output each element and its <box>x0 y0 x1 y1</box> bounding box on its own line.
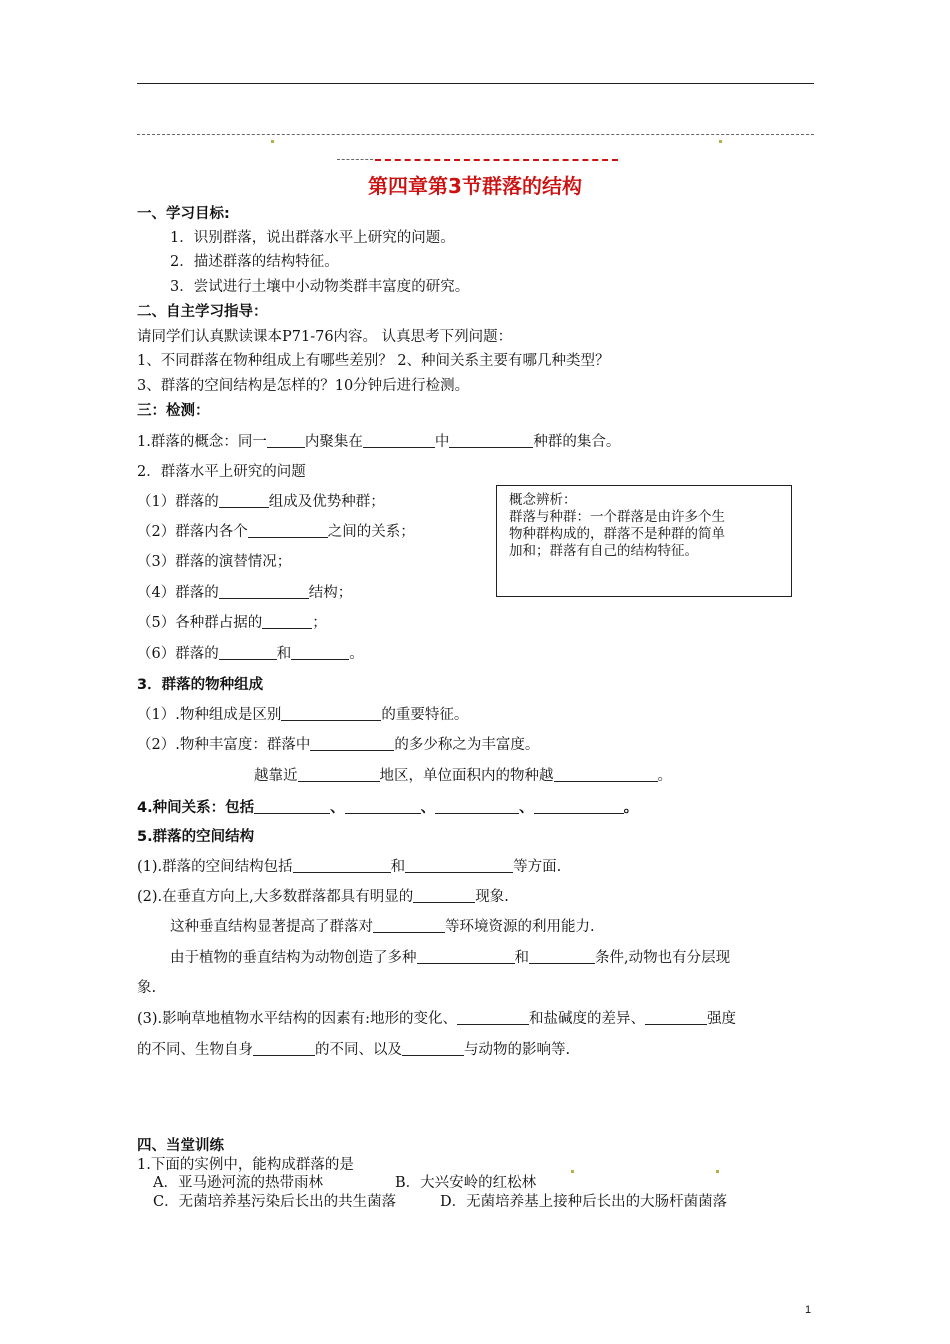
option-a[interactable]: A．亚马逊河流的热带雨林 <box>153 1175 323 1191</box>
answer-blank[interactable] <box>310 736 394 751</box>
practice-question: 1.下面的实例中，能构成群落的是 <box>137 1157 354 1173</box>
answer-blank[interactable] <box>435 799 519 814</box>
guide-line: 1、不同群落在物种组成上有哪些差别？ 2、种间关系主要有哪几种类型？ <box>137 353 610 369</box>
sub-question: （2）群落内各个 之间的关系； <box>137 524 415 540</box>
sub-question: （6）群落的 和 。 <box>137 646 364 662</box>
guide-line: 3、群落的空间结构是怎样的？10分钟后进行检测。 <box>137 378 470 394</box>
option-c[interactable]: C．无菌培养基污染后长出的共生菌落 <box>153 1194 397 1210</box>
section-heading-practice: 四、当堂训练 <box>137 1138 224 1154</box>
sub-question: (3).影响草地植物水平结构的因素有:地形的变化、 和盐碱度的差异、 强度 <box>137 1011 737 1027</box>
answer-blank[interactable] <box>457 1010 529 1025</box>
sub-question: （1）群落的 组成及优势种群； <box>137 494 385 510</box>
question-interspecies: 4.种间关系：包括 、 、 、 。 <box>137 800 639 816</box>
speck-mark <box>719 140 722 143</box>
answer-blank[interactable] <box>413 888 475 903</box>
goal-item: 2．描述群落的结构特征。 <box>170 254 339 270</box>
sub-question: （5）各种群占据的 ； <box>137 615 327 631</box>
section-heading-test: 三：检测： <box>137 403 210 419</box>
question-heading: 2．群落水平上研究的问题 <box>137 464 306 480</box>
sub-question: （3）群落的演替情况； <box>137 554 292 570</box>
answer-blank[interactable] <box>373 918 445 933</box>
question-heading-spatial: 5.群落的空间结构 <box>137 829 255 845</box>
answer-blank[interactable] <box>219 493 269 508</box>
answer-blank[interactable] <box>293 858 391 873</box>
answer-blank[interactable] <box>267 433 305 448</box>
answer-blank[interactable] <box>219 584 309 599</box>
section-heading-goals: 一、学习目标: <box>137 206 230 222</box>
page-number: 1 <box>805 1304 812 1316</box>
answer-blank[interactable] <box>254 799 330 814</box>
question-community-concept: 1.群落的概念：同一 内聚集在 中 种群的集合。 <box>137 434 621 450</box>
concept-note-box <box>496 485 792 597</box>
answer-blank[interactable] <box>253 1041 315 1056</box>
question-heading-composition: 3．群落的物种组成 <box>137 677 264 693</box>
concept-note-line: 物种群构成的，群落不是种群的简单 <box>509 526 725 542</box>
sub-question: (1).群落的空间结构包括 和 等方面. <box>137 859 562 875</box>
answer-blank[interactable] <box>645 1010 707 1025</box>
dashed-separator-short <box>337 159 373 160</box>
answer-blank[interactable] <box>363 433 435 448</box>
sub-question: 由于植物的垂直结构为动物创造了多种 和 条件,动物也有分层现 <box>170 950 731 966</box>
section-heading-guide: 二、自主学习指导： <box>137 304 268 320</box>
answer-blank[interactable] <box>449 433 533 448</box>
page-title: 第四章第3节群落的结构 <box>368 174 582 198</box>
sub-question-continuation: 象. <box>137 980 157 996</box>
sub-question: （2）.物种丰富度：群落中 的多少称之为丰富度。 <box>137 737 540 753</box>
speck-mark <box>271 140 274 143</box>
answer-blank[interactable] <box>534 799 624 814</box>
answer-blank[interactable] <box>291 645 349 660</box>
answer-blank[interactable] <box>219 645 277 660</box>
answer-blank[interactable] <box>345 799 421 814</box>
option-b[interactable]: B．大兴安岭的红松林 <box>395 1175 537 1191</box>
goal-item: 1．识别群落，说出群落水平上研究的问题。 <box>170 230 455 246</box>
answer-blank[interactable] <box>405 858 513 873</box>
answer-blank[interactable] <box>281 706 381 721</box>
option-d[interactable]: D．无菌培养基上接种后长出的大肠杆菌菌落 <box>440 1194 728 1210</box>
speck-mark <box>716 1170 719 1173</box>
answer-blank[interactable] <box>402 1041 464 1056</box>
speck-mark <box>571 1170 574 1173</box>
sub-question: 越靠近 地区，单位面积内的物种越 。 <box>254 768 672 784</box>
answer-blank[interactable] <box>248 523 328 538</box>
answer-blank[interactable] <box>298 767 380 782</box>
concept-note-line: 加和；群落有自己的结构特征。 <box>509 543 698 559</box>
sub-question-continuation: 的不同、生物自身 的不同、以及 与动物的影响等. <box>137 1042 571 1058</box>
answer-blank[interactable] <box>262 614 312 629</box>
concept-note-line: 群落与种群：一个群落是由许多个生 <box>509 509 725 525</box>
dashed-separator <box>137 134 814 135</box>
concept-note-line: 概念辨析： <box>509 492 577 508</box>
answer-blank[interactable] <box>417 949 515 964</box>
answer-blank[interactable] <box>529 949 595 964</box>
sub-question: (2).在垂直方向上,大多数群落都具有明显的 现象. <box>137 889 509 905</box>
answer-blank[interactable] <box>554 767 658 782</box>
sub-question: （1）.物种组成是区别 的重要特征。 <box>137 707 469 723</box>
sub-question: 这种垂直结构显著提高了群落对 等环境资源的利用能力. <box>170 919 595 935</box>
guide-line: 请同学们认真默读课本P71-76内容。 认真思考下列问题： <box>137 329 513 345</box>
goal-item: 3．尝试进行土壤中小动物类群丰富度的研究。 <box>170 279 470 295</box>
header-rule <box>137 83 814 84</box>
sub-question: （4）群落的 结构； <box>137 585 353 601</box>
red-dashed-separator <box>375 159 618 161</box>
